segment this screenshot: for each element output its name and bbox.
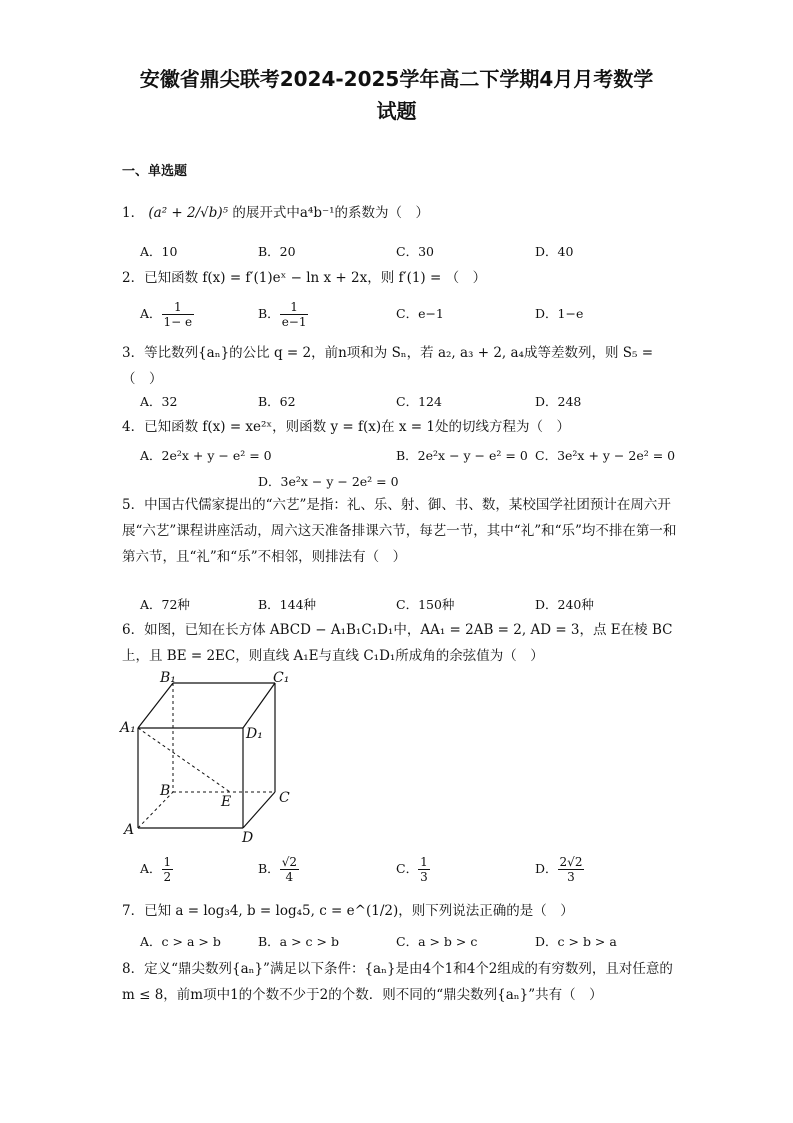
question-7-options — [140, 932, 660, 956]
option-b[interactable]: B．a > c > b — [258, 934, 339, 949]
option-d[interactable]: D．40 — [535, 244, 574, 259]
option-d-label: D． — [535, 861, 558, 876]
question-8-number: 8． — [122, 961, 145, 977]
cuboid-diagram — [118, 668, 298, 848]
question-6-options — [140, 855, 660, 891]
option-a-label: A． — [140, 306, 162, 321]
question-1-text: 的展开式中a⁴b⁻¹的系数为（ ） — [232, 205, 430, 221]
question-8 — [122, 956, 682, 1008]
cuboid-figure — [118, 668, 298, 852]
label-c: C — [279, 790, 290, 806]
option-b[interactable]: B．62 — [258, 394, 296, 409]
question-5-number: 5． — [122, 497, 145, 513]
option-c-fraction: $\frac{1}{3}$ — [420, 855, 428, 884]
option-a-fraction: $\frac{1}{1- e}$ — [163, 300, 193, 329]
question-1 — [122, 200, 682, 226]
option-c[interactable]: C．a > b > c — [396, 934, 478, 949]
question-2-text: 已知函数 f(x) = f′(1)eˣ − ln x + 2x，则 f′(1) = （ ） — [144, 270, 487, 286]
question-7-number: 7． — [122, 903, 145, 919]
question-6-text: 如图，已知在长方体 ABCD − A₁B₁C₁D₁中，AA₁ = 2AB = 2, AD = 3，点 E在棱 BC上，且 BE = 2EC，则直线 A₁E与直线 C₁D₁所成角的余弦值为（ ） — [122, 622, 673, 664]
question-1-expression: (a² + 2/√b)⁵ — [148, 205, 229, 221]
label-b1: B₁ — [160, 670, 176, 686]
option-c[interactable]: C．150种 — [396, 597, 455, 612]
label-d: D — [242, 830, 254, 846]
page-title-line2: 试题 — [376, 99, 417, 123]
option-a[interactable]: A．72种 — [140, 597, 190, 612]
question-3-text: 等比数列{aₙ}的公比 q = 2，前n项和为 Sₙ，若 a₂, a₃ + 2, a₄成等差数列，则 S₅ =（ ） — [122, 345, 654, 387]
question-2-options — [140, 300, 660, 329]
option-a[interactable] — [140, 300, 194, 329]
option-b-fraction: $\frac{√2}{4}$ — [281, 855, 297, 884]
option-c[interactable] — [396, 855, 430, 884]
option-b[interactable] — [258, 855, 299, 884]
option-c[interactable]: C．30 — [396, 244, 434, 259]
option-a-label: A． — [140, 861, 162, 876]
question-3-options — [140, 392, 660, 416]
option-c[interactable]: C．e−1 — [396, 306, 444, 321]
label-e: E — [221, 794, 232, 810]
option-c-label: C． — [396, 861, 419, 876]
option-d[interactable]: D．248 — [535, 394, 582, 409]
label-a: A — [124, 822, 135, 838]
option-b-fraction: $\frac{1}{e-1}$ — [281, 300, 307, 329]
option-a[interactable]: A．c > a > b — [140, 934, 221, 949]
option-a[interactable] — [140, 855, 173, 884]
question-3 — [122, 340, 682, 392]
label-b: B — [160, 783, 171, 799]
question-5 — [122, 492, 682, 570]
question-2 — [122, 265, 682, 291]
option-b[interactable]: B．144种 — [258, 597, 317, 612]
option-b-label: B． — [258, 306, 280, 321]
option-d[interactable]: D．240种 — [535, 597, 594, 612]
section-heading: 一、单选题 — [122, 164, 188, 179]
question-5-text: 中国古代儒家提出的“六艺”是指：礼、乐、射、御、书、数，某校国学社团预计在周六开展“六艺”课程讲座活动，周六这天准备排课六节，每艺一节，其中“礼”和“乐”均不排在第一和第六节，且“礼”和“乐”不相邻，则排法有（ ） — [122, 497, 677, 565]
question-8-text: 定义“鼎尖数列{aₙ}”满足以下条件：{aₙ}是由4个1和4个2组成的有穷数列，且对任意的m ≤ 8，前m项中1的个数不少于2的个数．则不同的“鼎尖数列{aₙ}”共有（ ） — [122, 961, 673, 1003]
question-4 — [122, 414, 682, 440]
option-b[interactable] — [258, 300, 308, 329]
label-a1: A₁ — [120, 720, 136, 736]
option-b[interactable]: B．2e²x − y − e² = 0 — [396, 448, 528, 463]
option-d[interactable]: D．3e²x − y − 2e² = 0 — [258, 474, 399, 489]
question-7 — [122, 898, 682, 924]
option-d[interactable]: D．1−e — [535, 306, 584, 321]
question-3-number: 3． — [122, 345, 145, 361]
option-a[interactable]: A．2e²x + y − e² = 0 — [140, 448, 272, 463]
option-c[interactable]: C．3e²x + y − 2e² = 0 — [535, 448, 676, 463]
question-6 — [122, 617, 682, 669]
question-2-number: 2． — [122, 270, 145, 286]
label-d1: D₁ — [246, 726, 263, 742]
question-1-options — [140, 242, 660, 266]
option-a-fraction: $\frac{1}{2}$ — [163, 855, 172, 884]
question-4-text: 已知函数 f(x) = xe²ˣ，则函数 y = f(x)在 x = 1处的切线方程为（ ） — [144, 419, 571, 435]
question-4-number: 4． — [122, 419, 145, 435]
question-5-options — [140, 595, 660, 619]
option-d-fraction: $\frac{2√2}{3}$ — [559, 855, 583, 884]
option-a[interactable]: A．10 — [140, 244, 178, 259]
option-a[interactable]: A．32 — [140, 394, 178, 409]
option-b-label: B． — [258, 861, 280, 876]
question-6-number: 6． — [122, 622, 145, 638]
page-title-line1: 安徽省鼎尖联考2024-2025学年高二下学期4月月考数学 — [139, 67, 654, 91]
question-1-number: 1． — [122, 205, 145, 221]
option-c[interactable]: C．124 — [396, 394, 442, 409]
option-b[interactable]: B．20 — [258, 244, 296, 259]
option-d[interactable]: D．c > b > a — [535, 934, 617, 949]
label-c1: C₁ — [273, 670, 290, 686]
question-7-text: 已知 a = log₃4, b = log₄5, c = e^(1/2)，则下列说法正确的是（ ） — [144, 903, 574, 919]
option-d[interactable] — [535, 855, 584, 884]
question-4-options — [140, 446, 676, 490]
